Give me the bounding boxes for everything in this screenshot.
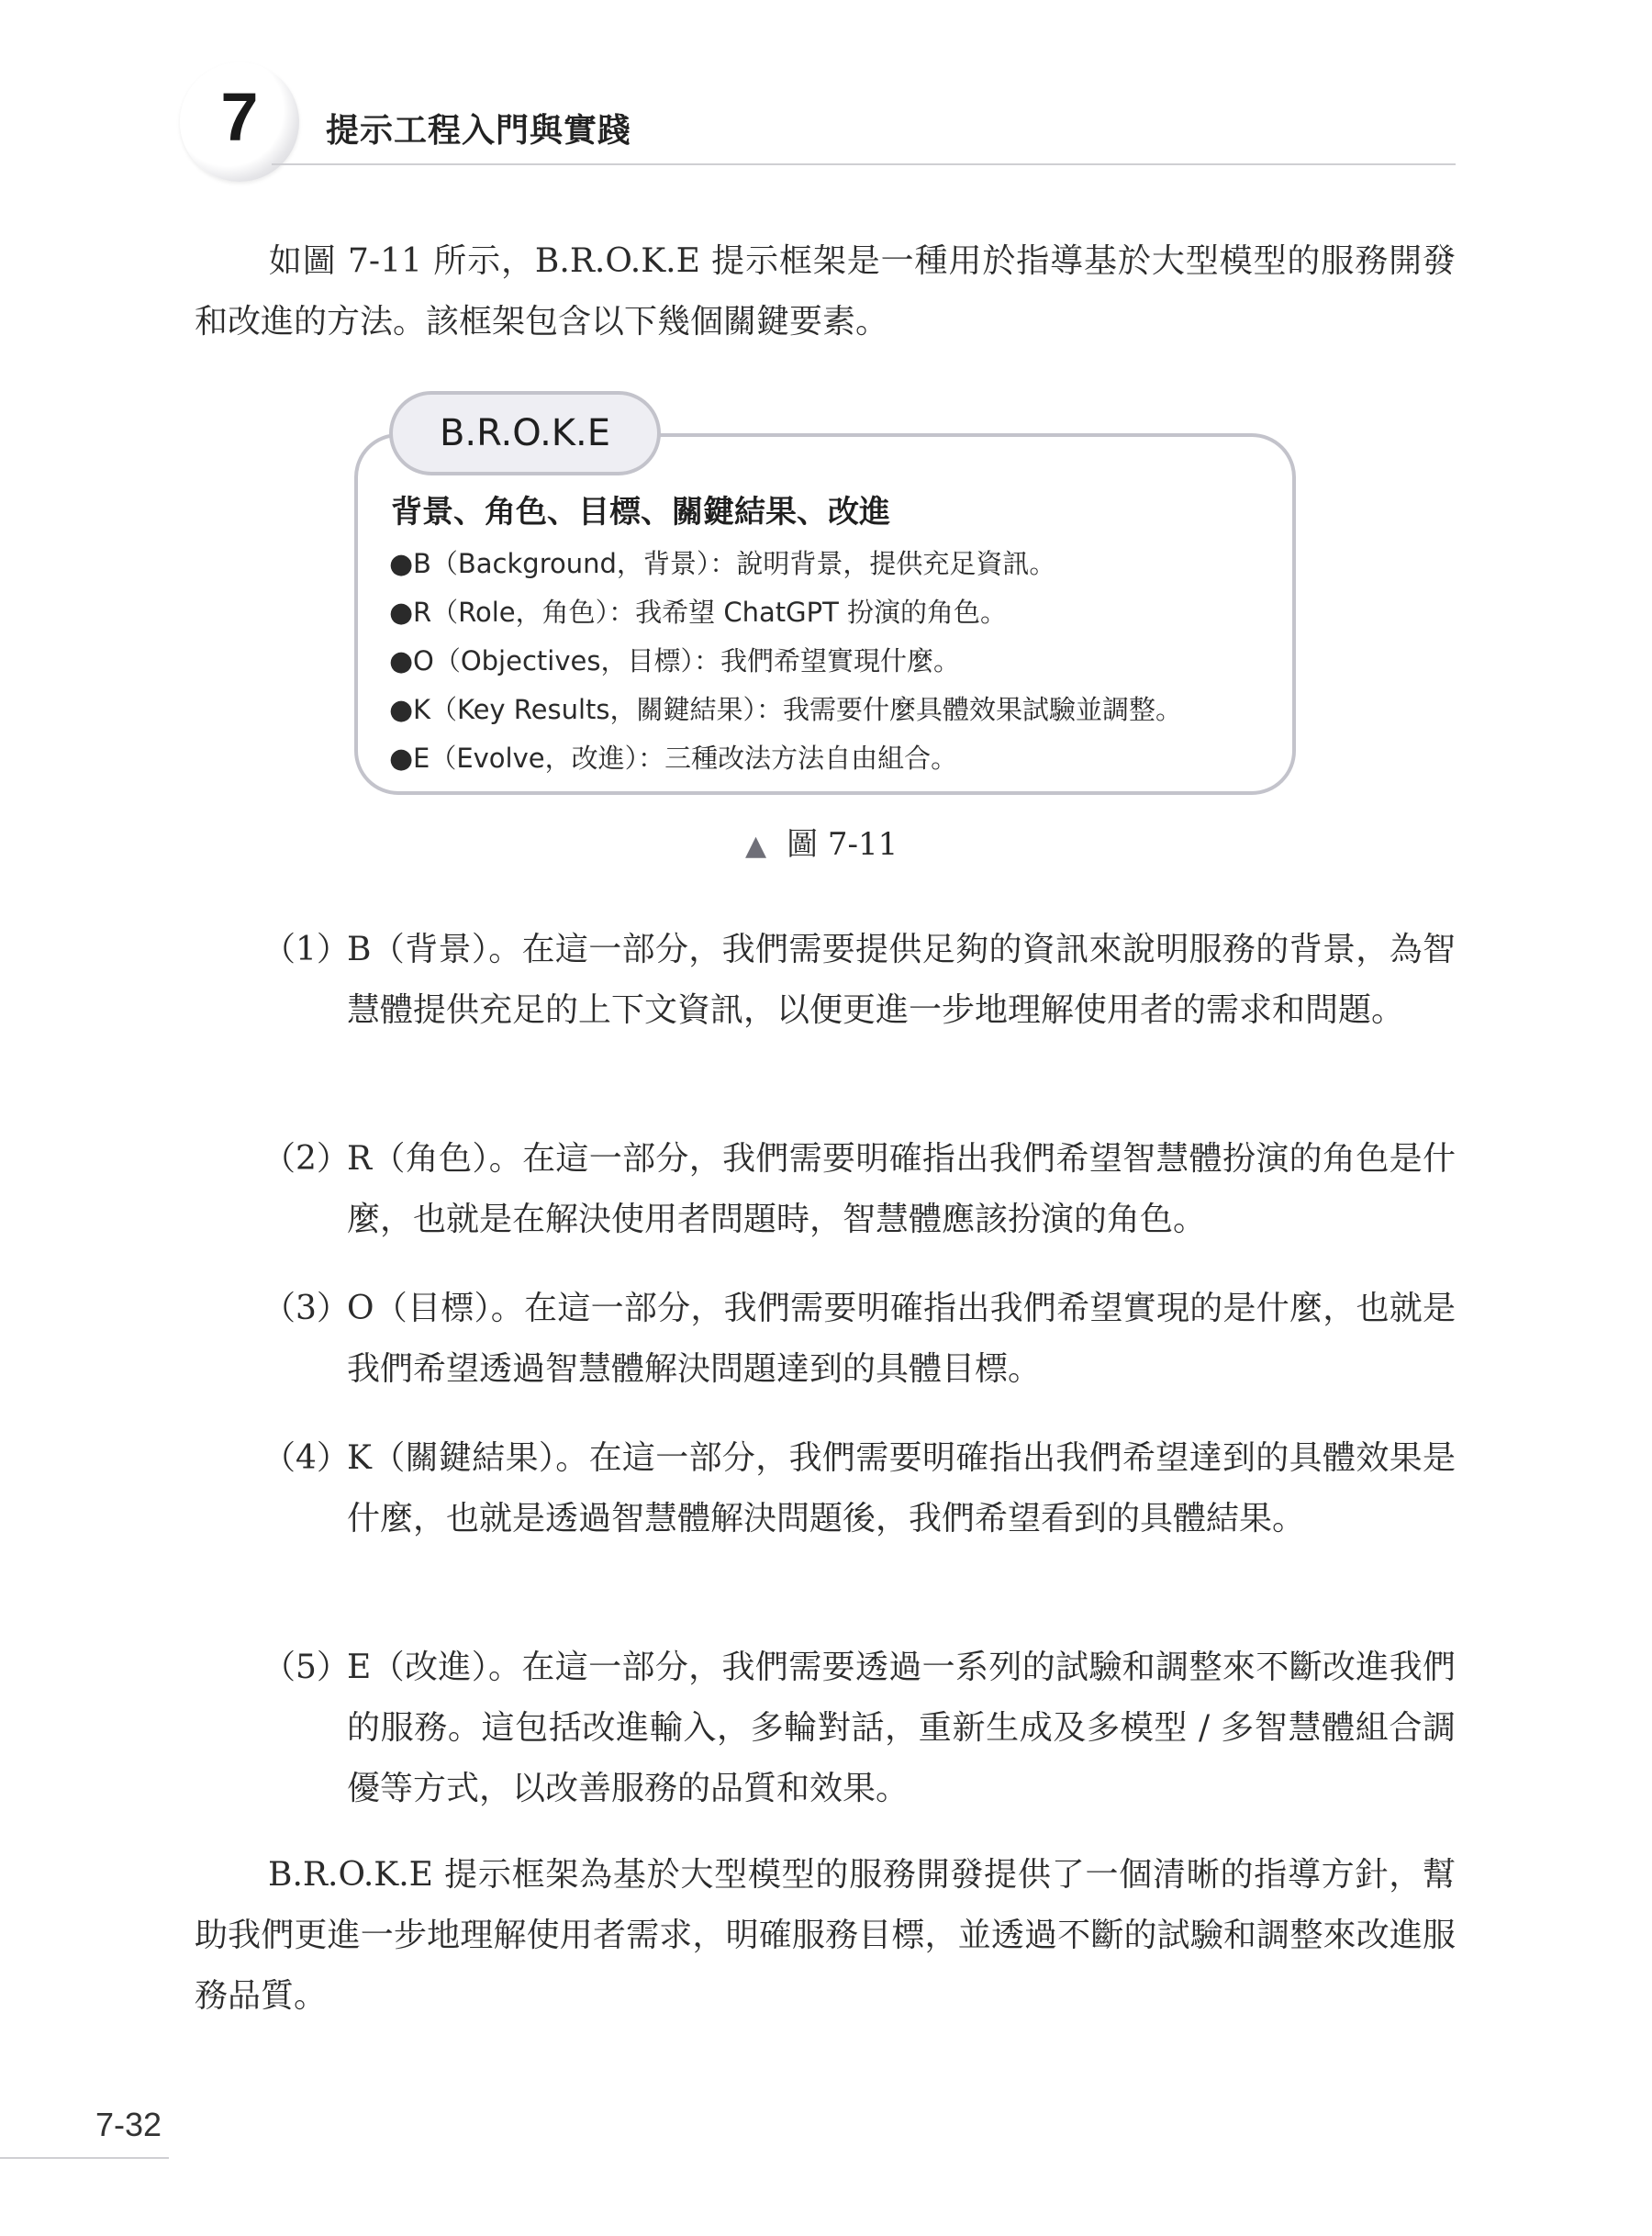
numbered-item: （1） B（背景）。在這一部分，我們需要提供足夠的資訊來說明服務的背景，為智慧體提供充足的上下文資訊，以便更進一步地理解使用者的需求和問題。 [262, 931, 1456, 1029]
chapter-number: 7 [220, 79, 259, 155]
bullet-icon: ● [389, 743, 414, 775]
triangle-up-icon: ▲ [745, 830, 767, 862]
numbered-item: （4） K（關鍵結果）。在這一部分，我們需要明確指出我們希望達到的具體效果是什麼，也就是透過智慧體解決問題後，我們希望看到的具體結果。 [262, 1439, 1456, 1537]
header-divider [272, 163, 1456, 165]
numbered-item: （3） O（目標）。在這一部分，我們需要明確指出我們希望實現的是什麼，也就是我們希望透過智慧體解決問題達到的具體目標。 [262, 1290, 1456, 1388]
list-item: ●K（Key Results，關鍵結果）：我需要什麼具體效果試驗並調整。 [389, 686, 1270, 734]
page-number: 7-32 [95, 2106, 162, 2143]
chapter-title: 提示工程入門與實踐 [326, 112, 632, 150]
bullet-icon: ● [389, 548, 414, 580]
list-item: ●R（Role，角色）：我希望 ChatGPT 扮演的角色。 [389, 588, 1270, 637]
framework-heading: 背景、角色、目標、關鍵結果、改進 [391, 494, 890, 531]
list-item: ●O（Objectives，目標）：我們希望實現什麼。 [389, 637, 1270, 686]
framework-bullet-list [389, 540, 1270, 783]
numbered-item: （5） E（改進）。在這一部分，我們需要透過一系列的試驗和調整來不斷改進我們的服務。這包括改進輸入，多輪對話，重新生成及多模型 / 多智慧體組合調優等方式，以改善服務的品質和效果。 [262, 1649, 1456, 1807]
numbered-item: （2） R（角色）。在這一部分，我們需要明確指出我們希望智慧體扮演的角色是什麼，也就是在解決使用者問題時，智慧體應該扮演的角色。 [262, 1140, 1456, 1238]
intro-paragraph: 如圖 7-11 所示，B.R.O.K.E 提示框架是一種用於指導基於大型模型的服務開發和改進的方法。該框架包含以下幾個關鍵要素。 [195, 242, 1456, 341]
closing-paragraph: B.R.O.K.E 提示框架為基於大型模型的服務開發提供了一個清晰的指導方針，幫助我們更進一步地理解使用者需求，明確服務目標，並透過不斷的試驗和調整來改進服務品質。 [195, 1856, 1456, 2015]
bullet-icon: ● [389, 645, 414, 677]
footer-divider [0, 2157, 169, 2159]
bullet-icon: ● [389, 694, 414, 726]
list-item: ●B（Background，背景）：說明背景，提供充足資訊。 [389, 540, 1270, 588]
framework-tab-label: B.R.O.K.E [389, 391, 661, 475]
list-item: ●E（Evolve，改進）：三種改法方法自由組合。 [389, 734, 1270, 783]
bullet-icon: ● [389, 597, 414, 629]
figure-caption: ▲ 圖 7-11 [745, 826, 899, 863]
